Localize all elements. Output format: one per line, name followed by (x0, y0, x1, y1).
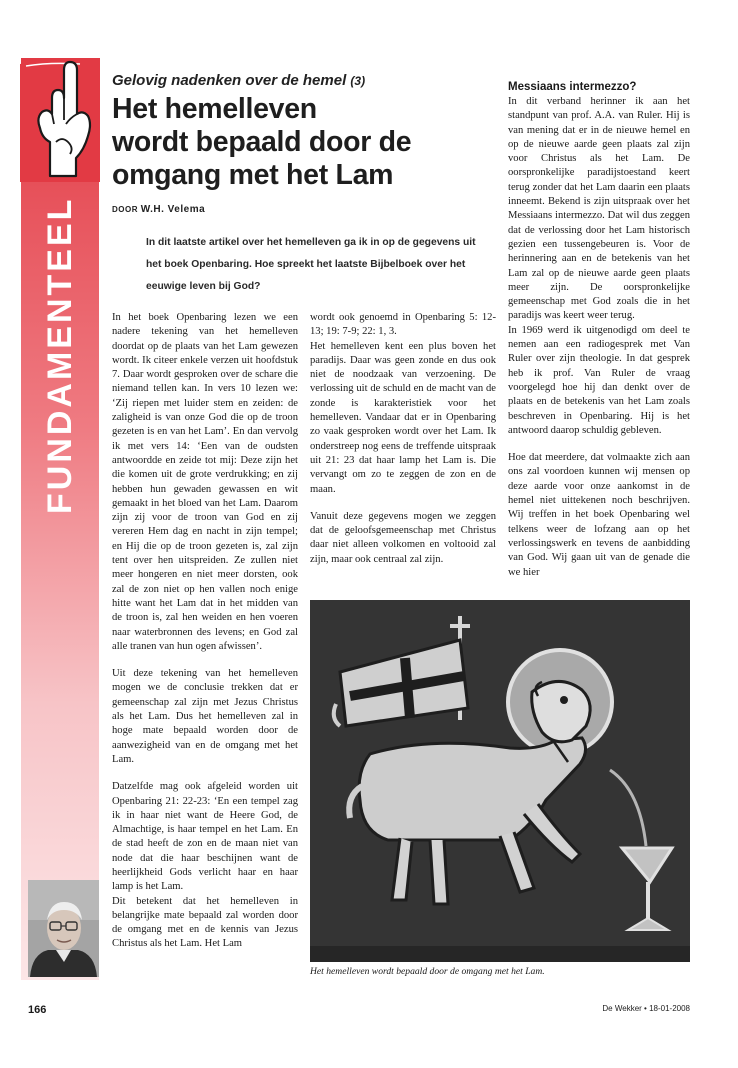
image-caption: Het hemelleven wordt bepaald door de omgang met het Lam. (310, 966, 545, 977)
byline-prefix: DOOR (112, 205, 138, 214)
kicker-text: Gelovig nadenken over de hemel (112, 72, 347, 89)
text-column-1 (112, 311, 298, 981)
paragraph: In dit verband herinner ik aan het standpunt van prof. A.A. van Ruler. Hij is van mening dat er in de nieuwe hemel en op de nieuwe aarde geen plaats zal zijn voor Christus als het Lam. De oorspronkelijke paradijstoestand keert terug zonder dat het Lam daarin een plaats inneemt. Bekend is zijn uitspraak over het Messiaans intermezzo. Dat wil dus zeggen dat de verlossing door het Lam historisch gezien een tussengebeuren is. Voor de herinnering aan en de betekenis van het Lam zal op de nieuwe aarde geen plaats meer zijn. De oorspronkelijke gemeenschap met God zoals die in het paradijs was keert weer terug. (508, 96, 690, 322)
portrait-photo (28, 880, 99, 977)
article-kicker (112, 72, 492, 89)
text-column-2 (310, 311, 496, 580)
paragraph: Datzelfde mag ook afgeleid worden uit Openbaring 21: 22-23: ‘En een tempel zag ik in haar niet want de Heere God, de Almachtige, is haar tempel en het Lam. En de stad heeft de zon en de maan niet van node dat die haar beschijnen want de heerlijkheid Gods verlicht haar en haar lamp is het Lam. (112, 781, 298, 893)
author-portrait (28, 880, 99, 977)
author-name: W.H. Velema (140, 204, 206, 215)
title-line: omgang met het Lam (112, 159, 394, 191)
section-subheading: Messiaans intermezzo? (508, 81, 637, 93)
paragraph: wordt ook genoemd in Openbaring 5: 12-13; 19: 7-9; 22: 1, 3. (310, 312, 496, 338)
page-number: 166 (28, 1004, 47, 1016)
title-line: Het hemelleven (112, 93, 317, 125)
article-intro: In dit laatste artikel over het hemelleven ga ik in op de gegevens uit het boek Openbaring. Hoe spreekt het laatste Bijbelboek over het eeuwige leven bij God? (146, 237, 476, 292)
byline (112, 204, 492, 215)
lamb-illustration (310, 600, 690, 962)
paragraph: Dit betekent dat het hemelleven in belangrijke mate bepaald zal worden door de omgang met en de kennis van Jezus Christus als het Lam. Het Lam (112, 895, 298, 950)
paragraph: Uit deze tekening van het hemelleven mogen we de conclusie trekken dat er gemeenschap zal zijn met Jezus Christus als het Lam. Dus het hemelleven zal in hoge mate bepaald worden door de aanwezigheid van en de omgang met het Lam. (112, 668, 298, 765)
paragraph: In 1969 werd ik uitgenodigd om deel te nemen aan een radiogesprek met Van Ruler over zijn theologie. In dat gesprek heb ik prof. Van Ruler de vraag voorgelegd hoe hij dan denkt over de plaats en de betekenis van het Lam zoals beschreven in Openbaring. Hij is het antwoord daarop schuldig gebleven. (508, 324, 690, 436)
paragraph: Vanuit deze gegevens mogen we zeggen dat de geloofsgemeenschap met Christus daar niet alleen volkomen en voltooid zal zijn, maar ook centraal zal zijn. (310, 510, 496, 565)
publication-source: De Wekker • 18-01-2008 (602, 1004, 690, 1013)
lamb-of-god-image (310, 600, 690, 962)
pointing-hand-icon (20, 58, 100, 182)
paragraph: Het hemelleven kent een plus boven het paradijs. Daar was geen zonde en dus ook niet de noodzaak van verzoening. De verlossing uit de schuld en de macht van de zonde is karakteristiek voor het hemelleven. Vandaar dat er in Openbaring zo vaak gesproken wordt over het Lam. Ik onderstreep nog eens de treffende uitspraak uit 21: 23 dat haar lamp het Lam is. Die vervangt om zo te zeggen de zon en de maan. (310, 340, 496, 495)
kicker-number: (3) (350, 74, 366, 88)
article-header (112, 72, 492, 215)
article-title (112, 93, 492, 192)
paragraph: Hoe dat meerdere, dat volmaakte zich aan ons zal voordoen kunnen wij mensen op deze aarde voor onze aankomst in de hemel niet uittekenen noch beschrijven. Wij treffen in het boek Openbaring wel telkens weer de lofzang aan op het verlossingswerk en tevens de aanbidding van God. Wij gaan uit van de genade die we hier (508, 452, 690, 578)
paragraph: In het boek Openbaring lezen we een nadere tekening van het hemelleven doordat op de plaats van het Lam gewezen wordt. Ik citeer enkele verzen uit hoofdstuk 7. Daar wordt gesproken over de schare die niemand tellen kan. In vers 10 lezen we: ‘Zij riepen met luider stem en zeiden: de zaligheid is van onze God die op de troon gezeten is en van het Lam’. En dan vervolg ik met vers 14: ‘Een van de oudsten antwoordde en zeide tot mij: Deze zijn het die komen uit de grote verdrukking; en zij hebben hun gewaden gewassen en wit gemaakt in het bloed van het Lam. Daarom zijn zij voor de troon van God en zij vereren Hem dag en nacht in zijn tempel; en Hij die op de troon gezeten is, zal zijn tent over hen uitspreiden. Ze zullen niet meer hongeren en niet meer dorsten, ook zal de zon niet op hen vallen noch enige hitte want het Lam dat in het midden van de troon is, zal hen weiden en hen voeren naar waterbronnen des levens; en God zal alle tranen van hun ogen afwissen’. (112, 312, 298, 652)
title-line: wordt bepaald door de (112, 126, 412, 158)
section-label: FUNDAMENTEEL (41, 196, 79, 514)
text-column-3 (508, 80, 690, 593)
